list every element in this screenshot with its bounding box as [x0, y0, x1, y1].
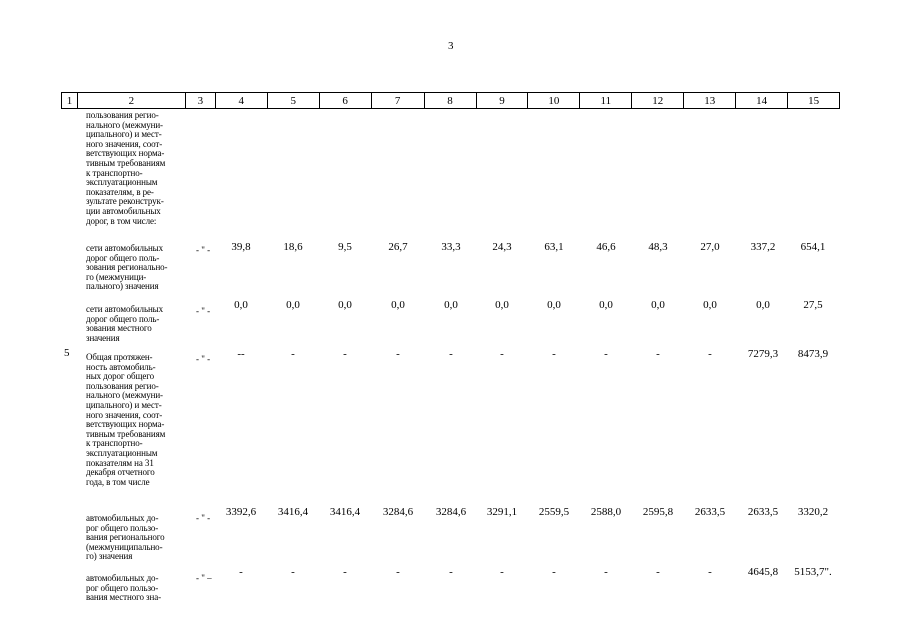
row-description: пользования регио- нального (межмуни- ципального) и мест- ного значения, соот- ветствующих норма- тивным требованиям к транспортно- эксплуатационным показателям, в ре- зультате реконструк- ции автомобильных дорог, в том числе: [86, 110, 166, 226]
value-cell: - [552, 348, 556, 360]
value-cell: 2588,0 [590, 506, 622, 518]
value-cell: 26,7 [388, 241, 408, 253]
row-description: сети автомобильных дорог общего поль- зования регионально- го (межмуници- пального) значения [86, 243, 168, 292]
header-cell: 14 [736, 93, 788, 108]
header-cell: 6 [320, 93, 372, 108]
table-header-row [61, 92, 840, 109]
header-cell: 11 [580, 93, 632, 108]
value-cell: - [656, 566, 660, 578]
value-cell: 0,0 [495, 299, 509, 311]
value-cell: 0,0 [338, 299, 352, 311]
value-cell: 3284,6 [382, 506, 414, 518]
value-cell: - [343, 566, 347, 578]
header-cell: 13 [684, 93, 736, 108]
value-cell: 0,0 [286, 299, 300, 311]
value-cell: 3320,2 [797, 506, 829, 518]
header-cell: 2 [78, 93, 186, 108]
header-cell: 1 [62, 93, 78, 108]
value-cell: 48,3 [648, 241, 668, 253]
value-cell: 24,3 [492, 241, 512, 253]
value-cell: - [449, 566, 453, 578]
value-cell: - [604, 566, 608, 578]
value-cell: 3284,6 [435, 506, 467, 518]
header-cell: 5 [268, 93, 320, 108]
value-cell: 2633,5 [747, 506, 779, 518]
value-cell: 0,0 [391, 299, 405, 311]
value-cell: 3392,6 [225, 506, 257, 518]
value-cell: 63,1 [544, 241, 564, 253]
value-cell: 9,5 [338, 241, 352, 253]
row-description: сети автомобильных дорог общего поль- зования местного значения [86, 304, 164, 343]
value-cell: - [396, 566, 400, 578]
value-cell: 3291,1 [486, 506, 518, 518]
value-cell: 7279,3 [747, 348, 779, 360]
value-cell: 0,0 [234, 299, 248, 311]
row-description: автомобильных до- рог общего пользо- вания местного зна- [86, 573, 161, 603]
value-cell: 654,1 [800, 241, 826, 253]
value-cell: 46,6 [596, 241, 616, 253]
value-cell: 0,0 [651, 299, 665, 311]
value-cell: - [708, 566, 712, 578]
value-cell: 18,6 [283, 241, 303, 253]
header-cell: 9 [477, 93, 529, 108]
value-cell: 0,0 [703, 299, 717, 311]
value-cell: 2633,5 [694, 506, 726, 518]
unit-ditto: - " - [196, 513, 211, 523]
value-cell: 0,0 [756, 299, 770, 311]
value-cell: 33,3 [441, 241, 461, 253]
value-cell: 3416,4 [277, 506, 309, 518]
value-cell: 337,2 [750, 241, 776, 253]
value-cell: 27,0 [700, 241, 720, 253]
value-cell: 8473,9 [797, 348, 829, 360]
value-cell: - [343, 348, 347, 360]
value-cell: 2595,8 [642, 506, 674, 518]
value-cell: -- [237, 348, 245, 360]
value-cell: - [656, 348, 660, 360]
value-cell: 3416,4 [329, 506, 361, 518]
value-cell: - [291, 348, 295, 360]
value-cell: - [604, 348, 608, 360]
value-cell: - [708, 348, 712, 360]
unit-ditto: - " - [196, 306, 211, 316]
value-cell: - [500, 348, 504, 360]
page-number: 3 [448, 40, 454, 52]
value-cell: - [449, 348, 453, 360]
value-cell: 5153,7". [794, 566, 832, 578]
row-number: 5 [64, 347, 70, 359]
row-description: автомобильных до- рог общего пользо- вания регионального (межмуниципально- го) значения [86, 513, 165, 562]
unit-ditto: - " – [196, 573, 212, 583]
value-cell: 0,0 [547, 299, 561, 311]
value-cell: 2559,5 [538, 506, 570, 518]
header-cell: 3 [186, 93, 216, 108]
value-cell: 0,0 [444, 299, 458, 311]
value-cell: - [291, 566, 295, 578]
value-cell: - [552, 566, 556, 578]
value-cell: - [396, 348, 400, 360]
value-cell: 27,5 [803, 299, 823, 311]
value-cell: 39,8 [231, 241, 251, 253]
header-cell: 10 [528, 93, 580, 108]
header-cell: 8 [425, 93, 477, 108]
value-cell: 0,0 [599, 299, 613, 311]
row-description: Общая протяжен- ность автомобиль- ных дорог общего пользования регио- нального (межмуни- ципального) и мест- ного значения, соот- ветствующих норма- тивным требованиям к транспортно- эксплуатационным показателям на 31 декабря отчетного года, в том числе [86, 352, 166, 487]
value-cell: - [239, 566, 243, 578]
header-cell: 7 [372, 93, 425, 108]
header-cell: 12 [632, 93, 684, 108]
value-cell: - [500, 566, 504, 578]
unit-ditto: - " - [196, 245, 211, 255]
header-cell: 15 [788, 93, 840, 108]
value-cell: 4645,8 [747, 566, 779, 578]
unit-ditto: - " - [196, 354, 211, 364]
header-cell: 4 [216, 93, 268, 108]
